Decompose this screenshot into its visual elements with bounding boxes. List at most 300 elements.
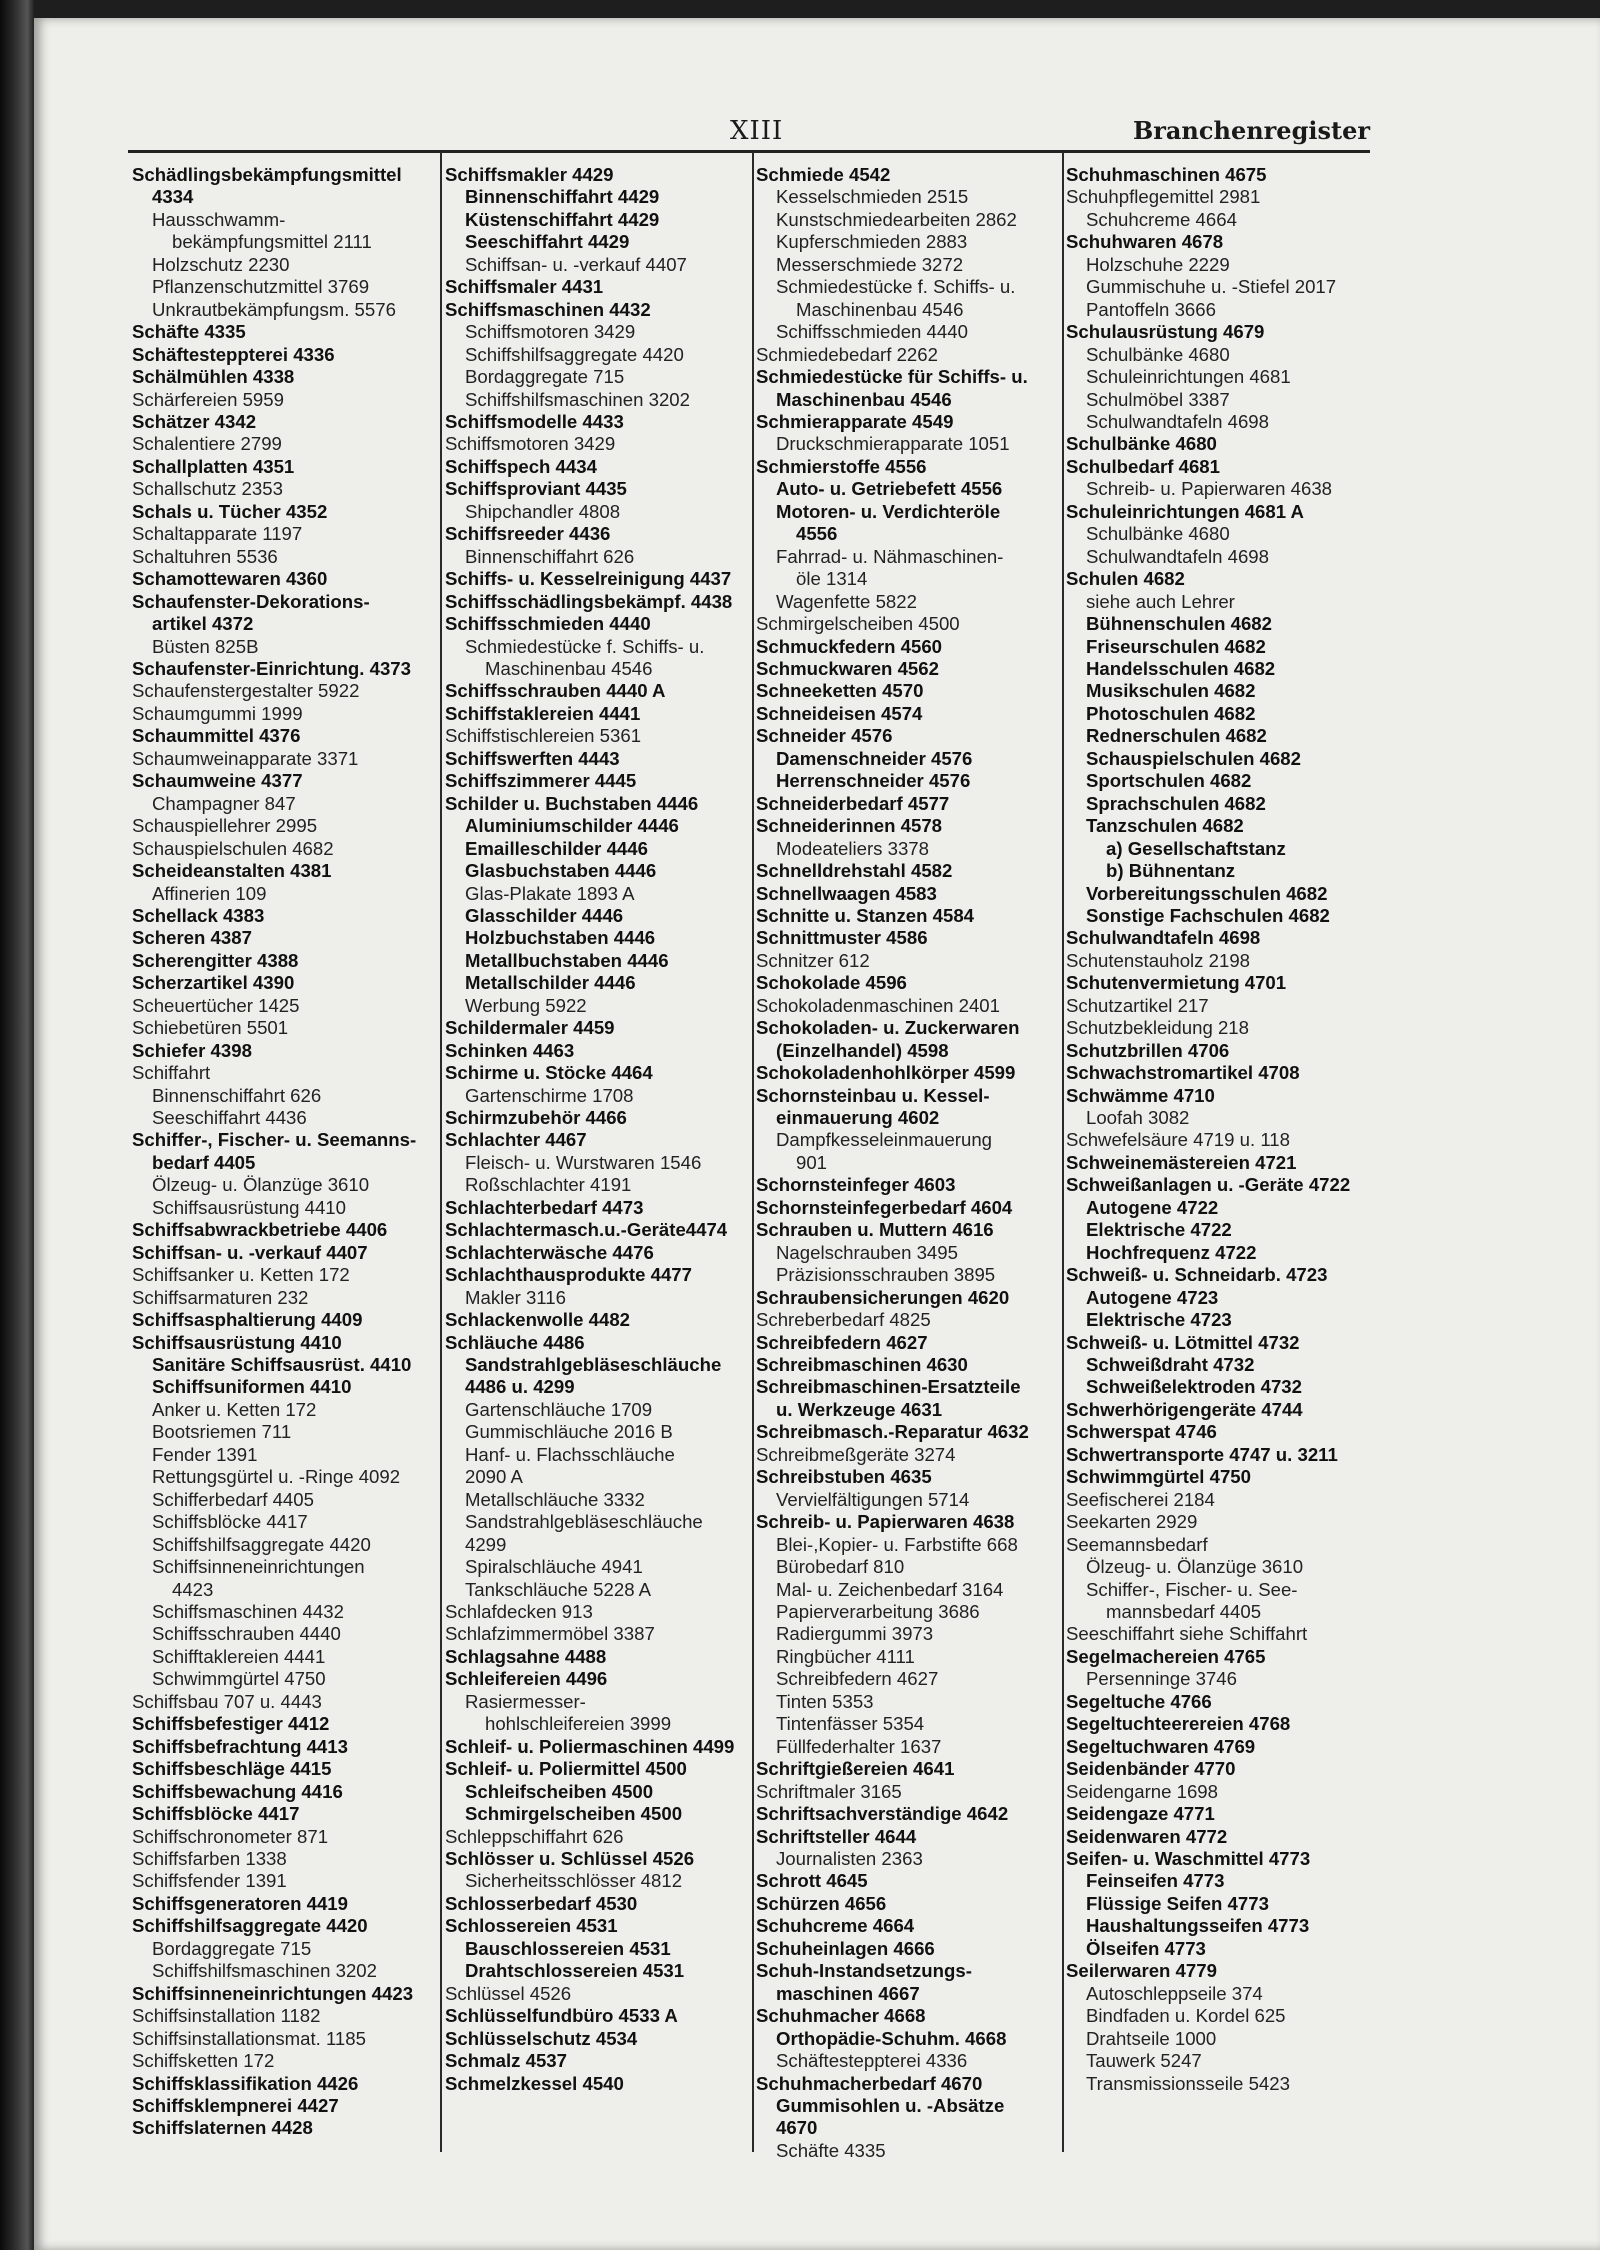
index-subentry: Präzisionsschrauben 3895 bbox=[776, 1264, 996, 1286]
index-subentry: Autogene 4723 bbox=[1086, 1286, 1219, 1308]
index-subentry: Schulwandtafeln 4698 bbox=[1086, 410, 1269, 432]
index-entry: Schwimmgürtel 4750 bbox=[1066, 1466, 1251, 1488]
index-entry: Schiffsabwrackbetriebe 4406 bbox=[132, 1219, 388, 1241]
index-subentry: Schulbänke 4680 bbox=[1086, 523, 1230, 545]
index-subentry: Sonstige Fachschulen 4682 bbox=[1086, 904, 1330, 926]
index-entry: Schlüsselschutz 4534 bbox=[445, 2027, 638, 2049]
index-subentry: Sportschulen 4682 bbox=[1086, 770, 1252, 792]
index-entry: Schweiß- u. Lötmittel 4732 bbox=[1066, 1331, 1300, 1353]
index-entry: Schlüssel 4526 bbox=[445, 1982, 572, 2004]
index-entry: Scheuertücher 1425 bbox=[132, 994, 300, 1016]
index-subentry: Transmissionsseile 5423 bbox=[1086, 2072, 1290, 2094]
index-subentry: 4556 bbox=[796, 523, 838, 545]
index-entry: Segeltuchteerereien 4768 bbox=[1066, 1713, 1291, 1735]
page-header bbox=[130, 110, 1370, 152]
index-entry: Schildermaler 4459 bbox=[445, 1017, 615, 1039]
index-subentry: Messerschmiede 3272 bbox=[776, 253, 964, 275]
index-subentry: Drahtschlossereien 4531 bbox=[465, 1960, 685, 1982]
index-subentry: Schiffsausrüstung 4410 bbox=[152, 1196, 346, 1218]
index-entry: Schallplatten 4351 bbox=[132, 455, 295, 477]
index-entry: Schlossereien 4531 bbox=[445, 1915, 618, 1937]
index-column-2 bbox=[445, 164, 747, 2095]
index-subentry: Schulmöbel 3387 bbox=[1086, 388, 1230, 410]
index-subentry: Hochfrequenz 4722 bbox=[1086, 1241, 1257, 1263]
index-entry: Schaumweine 4377 bbox=[132, 770, 303, 792]
index-subentry: Tankschläuche 5228 A bbox=[465, 1578, 652, 1600]
index-entry: Schreibmasch.-Reparatur 4632 bbox=[756, 1421, 1029, 1443]
index-subentry: Metallschläuche 3332 bbox=[465, 1488, 645, 1510]
index-entry: Schwämme 4710 bbox=[1066, 1084, 1215, 1106]
index-subentry: einmauerung 4602 bbox=[776, 1107, 940, 1129]
index-subentry: Seeschiffahrt 4436 bbox=[152, 1107, 307, 1129]
index-subentry: Makler 3116 bbox=[465, 1286, 566, 1308]
index-entry: Schokoladenmaschinen 2401 bbox=[756, 994, 1000, 1016]
index-subentry: Schiffshilfsmaschinen 3202 bbox=[152, 1960, 377, 1982]
index-entry: Schiffslaternen 4428 bbox=[132, 2117, 313, 2139]
index-entry: Schiffsblöcke 4417 bbox=[132, 1803, 300, 1825]
index-entry: Schaltapparate 1197 bbox=[132, 523, 303, 545]
index-subentry: 4334 bbox=[152, 186, 194, 208]
index-entry: Schulausrüstung 4679 bbox=[1066, 321, 1265, 343]
index-entry: Schaummittel 4376 bbox=[132, 725, 301, 747]
index-subentry: Küstenschiffahrt 4429 bbox=[465, 208, 660, 230]
index-subentry: Metallbuchstaben 4446 bbox=[465, 949, 669, 971]
index-entry: Schokoladenhohlkörper 4599 bbox=[756, 1062, 1016, 1084]
index-subentry: Champagner 847 bbox=[152, 792, 296, 814]
index-entry: Schreib- u. Papierwaren 4638 bbox=[756, 1511, 1015, 1533]
index-entry: Seekarten 2929 bbox=[1066, 1511, 1198, 1533]
index-entry: Schleif- u. Poliermittel 4500 bbox=[445, 1758, 687, 1780]
index-entry: Schleppschiffahrt 626 bbox=[445, 1825, 624, 1847]
column-divider bbox=[1062, 152, 1064, 2152]
index-subentry: Ölzeug- u. Ölanzüge 3610 bbox=[152, 1174, 370, 1196]
index-entry: Schutzbekleidung 218 bbox=[1066, 1017, 1249, 1039]
index-entry: Schlachterwäsche 4476 bbox=[445, 1241, 654, 1263]
index-subentry: Metallschilder 4446 bbox=[465, 972, 636, 994]
index-subentry: b) Bühnentanz bbox=[1106, 860, 1236, 882]
index-subentry: Aluminiumschilder 4446 bbox=[465, 815, 679, 837]
index-subentry: Journalisten 2363 bbox=[776, 1847, 923, 1869]
index-entry: Schwerspat 4746 bbox=[1066, 1421, 1217, 1443]
index-subentry: Kesselschmieden 2515 bbox=[776, 186, 969, 208]
index-entry: Schiffsausrüstung 4410 bbox=[132, 1331, 342, 1353]
index-subentry: Maschinenbau 4546 bbox=[796, 298, 964, 320]
index-subentry: Bauschlossereien 4531 bbox=[465, 1937, 671, 1959]
index-entry: Schiffsbefestiger 4412 bbox=[132, 1713, 330, 1735]
index-entry: Schiffahrt bbox=[132, 1062, 211, 1084]
index-subentry: Gummischläuche 2016 B bbox=[465, 1421, 673, 1443]
index-subentry: Motoren- u. Verdichteröle bbox=[776, 500, 1001, 522]
index-subentry: Photoschulen 4682 bbox=[1086, 702, 1256, 724]
index-entry: Schiffsbau 707 u. 4443 bbox=[132, 1690, 322, 1712]
index-subentry: Holzschutz 2230 bbox=[152, 253, 290, 275]
index-subentry: 901 bbox=[796, 1151, 828, 1173]
index-subentry: hohlschleifereien 3999 bbox=[485, 1713, 672, 1735]
index-subentry: Fleisch- u. Wurstwaren 1546 bbox=[465, 1151, 702, 1173]
index-entry: Schirmzubehör 4466 bbox=[445, 1107, 627, 1129]
index-entry: Schiffsfarben 1338 bbox=[132, 1847, 287, 1869]
index-entry: Schornsteinfeger 4603 bbox=[756, 1174, 956, 1196]
index-subentry: Schreibfedern 4627 bbox=[776, 1668, 939, 1690]
index-entry: Schiffsinstallation 1182 bbox=[132, 2005, 321, 2027]
index-subentry: Tintenfässer 5354 bbox=[776, 1713, 925, 1735]
index-entry: Seidengarne 1698 bbox=[1066, 1780, 1218, 1802]
index-entry: Seeschiffahrt siehe Schiffahrt bbox=[1066, 1623, 1308, 1645]
index-entry: Schals u. Tücher 4352 bbox=[132, 500, 328, 522]
index-entry: Schädlingsbekämpfungsmittel bbox=[132, 164, 402, 185]
index-subentry: Tanzschulen 4682 bbox=[1086, 815, 1244, 837]
index-entry: Schilder u. Buchstaben 4446 bbox=[445, 792, 699, 814]
index-entry: Schlüsselfundbüro 4533 A bbox=[445, 2005, 678, 2027]
index-entry: Seidengaze 4771 bbox=[1066, 1803, 1215, 1825]
index-entry: Schiebetüren 5501 bbox=[132, 1017, 289, 1039]
column-divider bbox=[752, 152, 754, 2152]
index-subentry: Haushaltungsseifen 4773 bbox=[1086, 1915, 1310, 1937]
index-subentry: Rasiermesser- bbox=[465, 1690, 586, 1712]
index-entry: Schnelldrehstahl 4582 bbox=[756, 860, 953, 882]
index-entry: Schlachtermasch.u.-Geräte4474 bbox=[445, 1219, 728, 1241]
index-column-3 bbox=[756, 164, 1058, 2162]
index-subentry: siehe auch Lehrer bbox=[1086, 590, 1235, 612]
index-entry: Schneiderbedarf 4577 bbox=[756, 792, 950, 814]
index-subentry: Schiffshilfsaggregate 4420 bbox=[152, 1533, 371, 1555]
index-subentry: Schweißdraht 4732 bbox=[1086, 1354, 1255, 1376]
index-subentry: Ringbücher 4111 bbox=[776, 1645, 915, 1667]
index-entry: Schlagsahne 4488 bbox=[445, 1645, 607, 1667]
index-subentry: Tauwerk 5247 bbox=[1086, 2050, 1202, 2072]
index-subentry: 4670 bbox=[776, 2117, 818, 2139]
index-entry: Schriftsteller 4644 bbox=[756, 1825, 917, 1847]
index-subentry: Schreib- u. Papierwaren 4638 bbox=[1086, 478, 1332, 500]
index-subentry: Schauspielschulen 4682 bbox=[1086, 747, 1301, 769]
index-subentry: Füllfederhalter 1637 bbox=[776, 1735, 942, 1757]
index-entry: Schnellwaagen 4583 bbox=[756, 882, 937, 904]
index-entry: Schneider 4576 bbox=[756, 725, 893, 747]
index-entry: Schiffsarmaturen 232 bbox=[132, 1286, 309, 1308]
index-subentry: Bordaggregate 715 bbox=[152, 1937, 312, 1959]
index-entry: Schmirgelscheiben 4500 bbox=[756, 613, 960, 635]
index-subentry: Schiffsmaschinen 4432 bbox=[152, 1601, 344, 1622]
index-subentry: Pflanzenschutzmittel 3769 bbox=[152, 276, 370, 298]
index-entry: Schreibfedern 4627 bbox=[756, 1331, 928, 1353]
index-entry: Schnitte u. Stanzen 4584 bbox=[756, 904, 975, 926]
index-entry: Schmuckwaren 4562 bbox=[756, 657, 939, 679]
index-subentry: Anker u. Ketten 172 bbox=[152, 1398, 317, 1420]
header-rule bbox=[128, 150, 1370, 153]
index-entry: Schutzartikel 217 bbox=[1066, 994, 1209, 1016]
index-subentry: Seeschiffahrt 4429 bbox=[465, 231, 630, 253]
index-subentry: Radiergummi 3973 bbox=[776, 1623, 934, 1645]
index-entry: Segeltuchwaren 4769 bbox=[1066, 1735, 1256, 1757]
index-entry: Schleifereien 4496 bbox=[445, 1668, 608, 1690]
index-entry: Schuleinrichtungen 4681 A bbox=[1066, 500, 1304, 522]
index-entry: Schneeketten 4570 bbox=[756, 680, 924, 702]
index-entry: Schiffschronometer 871 bbox=[132, 1825, 329, 1847]
index-entry: Schiffshilfsaggregate 4420 bbox=[132, 1915, 368, 1937]
index-subentry: Schiffsmotoren 3429 bbox=[465, 321, 636, 343]
index-entry: Schweinemästereien 4721 bbox=[1066, 1151, 1297, 1173]
index-subentry: Vervielfältigungen 5714 bbox=[776, 1488, 970, 1510]
index-subentry: Maschinenbau 4546 bbox=[776, 388, 952, 410]
index-subentry: Schuhcreme 4664 bbox=[1086, 208, 1237, 230]
index-subentry: Persenninge 3746 bbox=[1086, 1668, 1237, 1690]
index-entry: Schmelzkessel 4540 bbox=[445, 2072, 624, 2094]
index-entry: Schiffsanker u. Ketten 172 bbox=[132, 1264, 350, 1286]
index-subentry: Büsten 825B bbox=[152, 635, 259, 657]
index-entry: Schreibstuben 4635 bbox=[756, 1466, 932, 1488]
index-entry: Schäftesteppterei 4336 bbox=[132, 343, 335, 365]
index-entry: Schneiderinnen 4578 bbox=[756, 815, 943, 837]
index-subentry: Sandstrahlgebläseschläuche bbox=[465, 1354, 722, 1376]
index-entry: Schiffstaklereien 4441 bbox=[445, 702, 641, 724]
index-subentry: a) Gesellschaftstanz bbox=[1106, 837, 1286, 859]
index-subentry: Sandstrahlgebläseschläuche bbox=[465, 1511, 703, 1533]
index-subentry: Autogene 4722 bbox=[1086, 1196, 1219, 1218]
index-entry: Schamottewaren 4360 bbox=[132, 568, 328, 590]
index-subentry: Schiffsuniformen 4410 bbox=[152, 1376, 352, 1398]
index-entry: Schriftmaler 3165 bbox=[756, 1780, 902, 1802]
index-entry: Schmalz 4537 bbox=[445, 2050, 567, 2072]
index-entry: Schiffer-, Fischer- u. Seemanns- bbox=[132, 1129, 417, 1151]
index-entry: Schiffspech 4434 bbox=[445, 455, 597, 477]
index-entry: Schiffsmotoren 3429 bbox=[445, 433, 616, 455]
index-subentry: 4423 bbox=[172, 1578, 214, 1600]
index-subentry: Shipchandler 4808 bbox=[465, 500, 621, 522]
index-subentry: Schiffsblöcke 4417 bbox=[152, 1511, 308, 1533]
index-entry: Schiffsschädlingsbekämpf. 4438 bbox=[445, 590, 733, 612]
index-entry: Schnitzer 612 bbox=[756, 949, 870, 971]
index-entry: Schiffsmodelle 4433 bbox=[445, 410, 624, 432]
index-subentry: Schiffsinneneinrichtungen bbox=[152, 1556, 365, 1578]
index-entry: Schlosserbedarf 4530 bbox=[445, 1892, 638, 1914]
index-entry: Schmuckfedern 4560 bbox=[756, 635, 943, 657]
index-subentry: Ölzeug- u. Ölanzüge 3610 bbox=[1086, 1556, 1304, 1578]
index-entry: Schälmühlen 4338 bbox=[132, 366, 295, 388]
index-entry: Schläuche 4486 bbox=[445, 1331, 585, 1353]
index-entry: Seidenwaren 4772 bbox=[1066, 1825, 1228, 1847]
index-entry: Schaumweinapparate 3371 bbox=[132, 747, 359, 769]
index-entry: Schweißanlagen u. -Geräte 4722 bbox=[1066, 1174, 1351, 1196]
index-subentry: Handelsschulen 4682 bbox=[1086, 657, 1276, 679]
index-subentry: Kupferschmieden 2883 bbox=[776, 231, 968, 253]
index-entry: Schaufenstergestalter 5922 bbox=[132, 680, 360, 702]
index-subentry: Affinerien 109 bbox=[152, 882, 267, 904]
index-entry: Schiffsmaschinen 4432 bbox=[445, 298, 651, 320]
index-subentry: Papierverarbeitung 3686 bbox=[776, 1601, 980, 1622]
index-entry: Seemannsbedarf bbox=[1066, 1533, 1208, 1555]
index-entry: Schutzbrillen 4706 bbox=[1066, 1039, 1230, 1061]
index-entry: Schaumgummi 1999 bbox=[132, 702, 303, 724]
index-subentry: Glasschilder 4446 bbox=[465, 904, 624, 926]
index-entry: Schauspiellehrer 2995 bbox=[132, 815, 318, 837]
index-subentry: Autoschleppseile 374 bbox=[1086, 1982, 1263, 2004]
index-entry: Schraubensicherungen 4620 bbox=[756, 1286, 1010, 1308]
index-subentry: Gummisohlen u. -Absätze bbox=[776, 2094, 1005, 2116]
index-subentry: Schulwandtafeln 4698 bbox=[1086, 545, 1269, 567]
index-subentry: Schifftaklereien 4441 bbox=[152, 1645, 326, 1667]
index-entry: Schmiedebedarf 2262 bbox=[756, 343, 938, 365]
index-entry: Schuhmaschinen 4675 bbox=[1066, 164, 1267, 185]
index-subentry: Werbung 5922 bbox=[465, 994, 587, 1016]
index-subentry: Drahtseile 1000 bbox=[1086, 2027, 1217, 2049]
index-subentry: maschinen 4667 bbox=[776, 1982, 920, 2004]
index-entry: Scheren 4387 bbox=[132, 927, 252, 949]
index-subentry: Roßschlachter 4191 bbox=[465, 1174, 632, 1196]
index-subentry: mannsbedarf 4405 bbox=[1106, 1601, 1262, 1622]
index-subentry: Blei-,Kopier- u. Farbstifte 668 bbox=[776, 1533, 1018, 1555]
index-subentry: Loofah 3082 bbox=[1086, 1107, 1190, 1129]
index-entry: Schmierapparate 4549 bbox=[756, 410, 954, 432]
index-entry: Schlackenwolle 4482 bbox=[445, 1309, 631, 1331]
index-subentry: Schmiedestücke f. Schiffs- u. bbox=[465, 635, 705, 657]
index-entry: Schuhcreme 4664 bbox=[756, 1915, 915, 1937]
index-subentry: Wagenfette 5822 bbox=[776, 590, 917, 612]
index-subentry: Binnenschiffahrt 4429 bbox=[465, 186, 660, 208]
index-subentry: bedarf 4405 bbox=[152, 1151, 256, 1173]
index-subentry: Schmiedestücke f. Schiffs- u. bbox=[776, 276, 1016, 298]
index-entry: Scherzartikel 4390 bbox=[132, 972, 295, 994]
index-subentry: Flüssige Seifen 4773 bbox=[1086, 1892, 1269, 1914]
index-subentry: Rednerschulen 4682 bbox=[1086, 725, 1267, 747]
index-entry: Schuheinlagen 4666 bbox=[756, 1937, 935, 1959]
index-subentry: Auto- u. Getriebefett 4556 bbox=[776, 478, 1003, 500]
index-entry: Schiffsschrauben 4440 A bbox=[445, 680, 666, 702]
index-subentry: Dampfkesseleinmauerung bbox=[776, 1129, 993, 1151]
index-entry: Schiffsbewachung 4416 bbox=[132, 1780, 343, 1802]
index-entry: Schreberbedarf 4825 bbox=[756, 1309, 931, 1331]
index-entry: Schiffsreeder 4436 bbox=[445, 523, 611, 545]
index-entry: Schinken 4463 bbox=[445, 1039, 575, 1061]
index-entry: Scherengitter 4388 bbox=[132, 949, 299, 971]
index-entry: Schiffsklempnerei 4427 bbox=[132, 2094, 339, 2116]
index-subentry: Glas-Plakate 1893 A bbox=[465, 882, 635, 904]
index-subentry: Sanitäre Schiffsausrüst. 4410 bbox=[152, 1354, 412, 1376]
index-subentry: Orthopädie-Schuhm. 4668 bbox=[776, 2027, 1007, 2049]
index-entry: Schiffsschmieden 4440 bbox=[445, 613, 651, 635]
index-entry: Schulen 4682 bbox=[1066, 568, 1185, 590]
index-entry: Schwachstromartikel 4708 bbox=[1066, 1062, 1300, 1084]
index-entry: Schuhwaren 4678 bbox=[1066, 231, 1224, 253]
index-subentry: Nagelschrauben 3495 bbox=[776, 1241, 958, 1263]
index-entry: Schäfte 4335 bbox=[132, 321, 246, 343]
index-entry: Schiffstischlereien 5361 bbox=[445, 725, 642, 747]
index-entry: Schreibmaschinen 4630 bbox=[756, 1354, 968, 1376]
index-entry: Seidenbänder 4770 bbox=[1066, 1758, 1236, 1780]
index-subentry: Gartenschläuche 1709 bbox=[465, 1398, 653, 1420]
index-subentry: Friseurschulen 4682 bbox=[1086, 635, 1266, 657]
index-entry: Schulbänke 4680 bbox=[1066, 433, 1217, 455]
index-subentry: 4486 u. 4299 bbox=[465, 1376, 575, 1398]
index-subentry: Schäftesteppterei 4336 bbox=[776, 2050, 968, 2072]
index-entry: Schiffsmakler 4429 bbox=[445, 164, 614, 185]
index-subentry: Bindfaden u. Kordel 625 bbox=[1086, 2005, 1286, 2027]
index-entry: Schriftsachverständige 4642 bbox=[756, 1803, 1009, 1825]
index-entry: Schreibmaschinen-Ersatzteile bbox=[756, 1376, 1021, 1398]
index-subentry: Gummischuhe u. -Stiefel 2017 bbox=[1086, 276, 1337, 298]
index-entry: Schiefer 4398 bbox=[132, 1039, 252, 1061]
index-entry: Schreibmeßgeräte 3274 bbox=[756, 1443, 956, 1465]
index-subentry: Feinseifen 4773 bbox=[1086, 1870, 1225, 1892]
index-subentry: Sprachschulen 4682 bbox=[1086, 792, 1266, 814]
index-subentry: Musikschulen 4682 bbox=[1086, 680, 1256, 702]
index-entry: Schornsteinbau u. Kessel- bbox=[756, 1084, 990, 1106]
index-subentry: Ölseifen 4773 bbox=[1086, 1937, 1206, 1959]
index-entry: Schlösser u. Schlüssel 4526 bbox=[445, 1847, 695, 1869]
index-entry: Schmierstoffe 4556 bbox=[756, 455, 927, 477]
index-subentry: Schifferbedarf 4405 bbox=[152, 1488, 314, 1510]
index-entry: Schärfereien 5959 bbox=[132, 388, 284, 410]
index-entry: Schiffs- u. Kesselreinigung 4437 bbox=[445, 568, 732, 590]
index-subentry: Schmirgelscheiben 4500 bbox=[465, 1803, 683, 1825]
index-subentry: Unkrautbekämpfungsm. 5576 bbox=[152, 298, 396, 320]
index-subentry: Kunstschmiedearbeiten 2862 bbox=[776, 208, 1017, 230]
index-entry: Schiffsfender 1391 bbox=[132, 1870, 287, 1892]
page-number: XIII bbox=[730, 116, 784, 146]
index-entry: Schrauben u. Muttern 4616 bbox=[756, 1219, 994, 1241]
index-subentry: Spiralschläuche 4941 bbox=[465, 1556, 643, 1578]
index-entry: Schlachter 4467 bbox=[445, 1129, 587, 1151]
index-subentry: 4299 bbox=[465, 1533, 507, 1555]
index-entry: Schiffsasphaltierung 4409 bbox=[132, 1309, 363, 1331]
index-subentry: Bordaggregate 715 bbox=[465, 366, 625, 388]
index-subentry: (Einzelhandel) 4598 bbox=[776, 1039, 949, 1061]
index-subentry: Hausschwamm- bbox=[152, 208, 286, 230]
index-entry: Schlafdecken 913 bbox=[445, 1601, 593, 1622]
index-column-1 bbox=[132, 164, 434, 2140]
index-entry: Schnittmuster 4586 bbox=[756, 927, 928, 949]
index-subentry: Damenschneider 4576 bbox=[776, 747, 973, 769]
index-entry: Schuh-Instandsetzungs- bbox=[756, 1960, 972, 1982]
index-subentry: Schiffshilfsaggregate 4420 bbox=[465, 343, 684, 365]
index-subentry: bekämpfungsmittel 2111 bbox=[172, 231, 372, 253]
index-subentry: Schiffsschrauben 4440 bbox=[152, 1623, 341, 1645]
index-entry: Schiffsinstallationsmat. 1185 bbox=[132, 2027, 366, 2049]
index-entry: Schiffsinneneinrichtungen 4423 bbox=[132, 1982, 414, 2004]
index-subentry: Elektrische 4723 bbox=[1086, 1309, 1232, 1331]
index-entry: Schleif- u. Poliermaschinen 4499 bbox=[445, 1735, 735, 1757]
index-entry: Schuhmacherbedarf 4670 bbox=[756, 2072, 983, 2094]
index-subentry: Vorbereitungsschulen 4682 bbox=[1086, 882, 1328, 904]
index-subentry: Schuleinrichtungen 4681 bbox=[1086, 366, 1291, 388]
index-subentry: Bürobedarf 810 bbox=[776, 1556, 905, 1578]
index-subentry: 2090 A bbox=[465, 1466, 523, 1488]
index-entry: Schmiedestücke für Schiffs- u. bbox=[756, 366, 1028, 388]
index-entry: Schutenstauholz 2198 bbox=[1066, 949, 1251, 971]
index-entry: Schlachthausprodukte 4477 bbox=[445, 1264, 692, 1286]
index-entry: Seifen- u. Waschmittel 4773 bbox=[1066, 1847, 1311, 1869]
index-subentry: Rettungsgürtel u. -Ringe 4092 bbox=[152, 1466, 401, 1488]
index-entry: Segelmachereien 4765 bbox=[1066, 1645, 1266, 1667]
index-entry: Schätzer 4342 bbox=[132, 410, 257, 432]
index-entry: Schuhmacher 4668 bbox=[756, 2005, 926, 2027]
index-entry: Schallschutz 2353 bbox=[132, 478, 283, 500]
index-subentry: Schiffsschmieden 4440 bbox=[776, 321, 968, 343]
index-entry: Schaufenster-Einrichtung. 4373 bbox=[132, 657, 411, 679]
index-entry: Schiffsan- u. -verkauf 4407 bbox=[132, 1241, 368, 1263]
index-entry: Schiffswerften 4443 bbox=[445, 747, 620, 769]
index-entry: Schiffsbefrachtung 4413 bbox=[132, 1735, 348, 1757]
index-entry: Schlafzimmermöbel 3387 bbox=[445, 1623, 655, 1645]
index-entry: Schiffsproviant 4435 bbox=[445, 478, 627, 500]
index-subentry: artikel 4372 bbox=[152, 613, 254, 635]
column-divider bbox=[440, 152, 442, 2152]
index-entry: Schriftgießereien 4641 bbox=[756, 1758, 955, 1780]
index-entry: Schiffsbeschläge 4415 bbox=[132, 1758, 332, 1780]
index-subentry: Schäfte 4335 bbox=[776, 2139, 886, 2161]
index-subentry: Gartenschirme 1708 bbox=[465, 1084, 634, 1106]
index-subentry: Herrenschneider 4576 bbox=[776, 770, 971, 792]
index-entry: Schaufenster-Dekorations- bbox=[132, 590, 370, 612]
